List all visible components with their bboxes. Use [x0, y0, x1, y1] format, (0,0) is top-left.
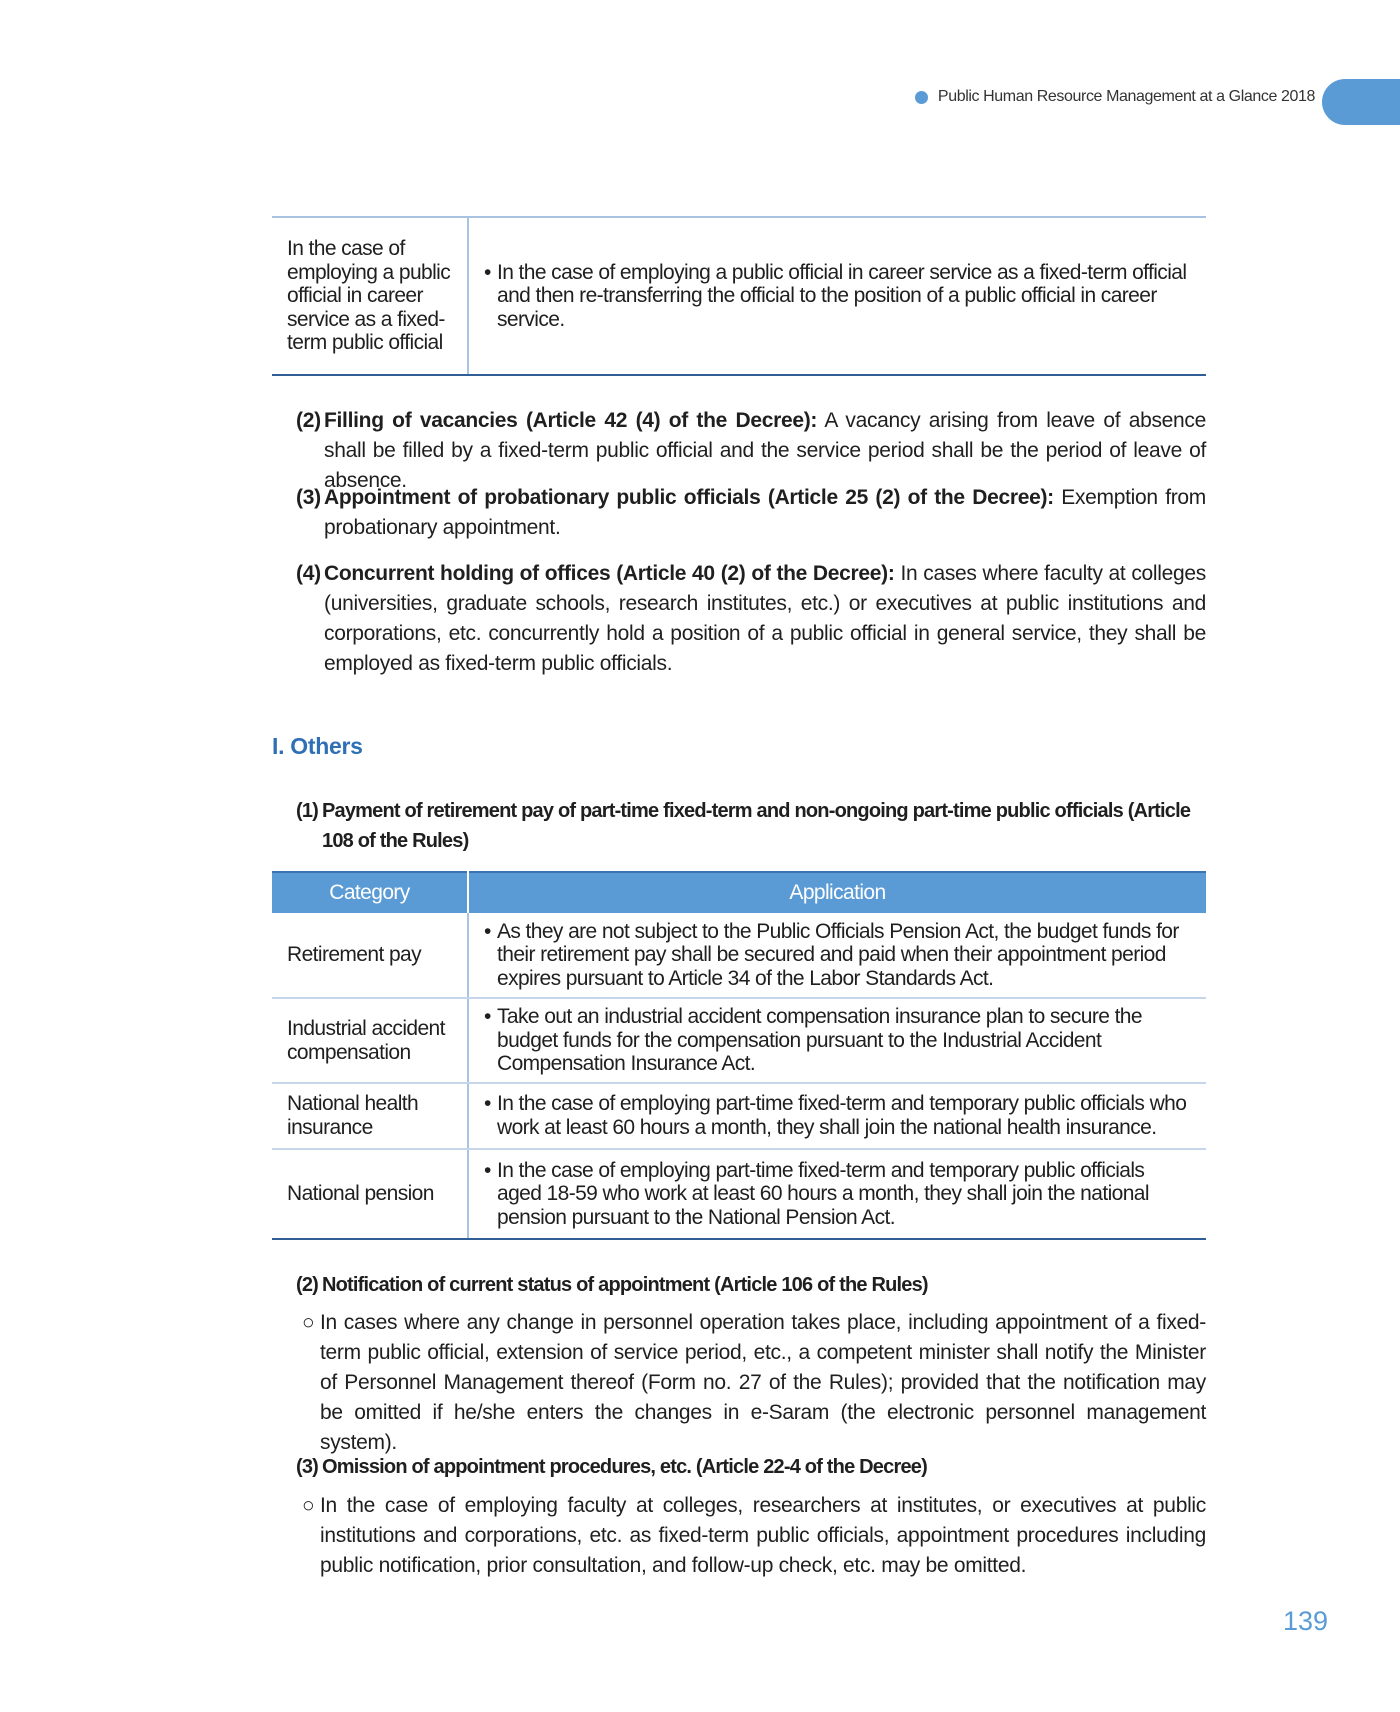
application-table: [272, 871, 1206, 1240]
table-header-application: Application: [468, 872, 1206, 913]
top-table: [272, 216, 1206, 376]
table-cell-application-text: In the case of employing part-time fixed-term and temporary public officials who work at least 60 hours a month, they shall join the national health insurance.: [497, 1092, 1187, 1139]
section-title: I. Others: [272, 733, 363, 759]
notification-paragraph: [302, 1308, 1206, 1458]
running-header-title: Public Human Resource Management at a Glance 2018: [937, 88, 1315, 105]
table-cell-application: [468, 998, 1206, 1083]
subheading-title: Omission of appointment procedures, etc. (Article 22-4 of the Decree): [322, 1456, 927, 1478]
top-table-application-text: In the case of employing a public official in career service as a fixed-term official and then re-transferring the official to the position of a public official in career service.: [497, 260, 1187, 331]
table-row: [272, 1083, 1206, 1149]
subheading-number: (1): [296, 800, 319, 822]
subheading-title: Payment of retirement pay of part-time fixed-term and non-ongoing part-time public officials (Article 108 of the Rules): [322, 800, 1191, 852]
circle-bullet-icon: ○: [302, 1311, 315, 1334]
item-number: (4): [296, 562, 321, 585]
subheading-retirement-pay: [296, 796, 1206, 856]
bullet-icon: •: [484, 1005, 491, 1029]
subheading-notification: [296, 1270, 1206, 1300]
running-header: [915, 88, 1315, 106]
table-row: [272, 1149, 1206, 1238]
item-title: Appointment of probationary public officials (Article 25 (2) of the Decree):: [324, 486, 1054, 509]
table-cell-application: [468, 1149, 1206, 1238]
bullet-dot-icon: [915, 91, 928, 104]
subheading-number: (3): [296, 1456, 319, 1478]
subheading-title: Notification of current status of appointment (Article 106 of the Rules): [322, 1274, 928, 1296]
table-cell-category: National health insurance: [272, 1083, 468, 1149]
item-number: (3): [296, 486, 321, 509]
table-cell-category: National pension: [272, 1149, 468, 1238]
item-number: (2): [296, 409, 321, 432]
item-title: Filling of vacancies (Article 42 (4) of the Decree):: [324, 409, 818, 432]
circle-bullet-icon: ○: [302, 1494, 315, 1517]
table-cell-category: Retirement pay: [272, 913, 468, 998]
item-text: A vacancy arising from leave of absence shall be filled by a fixed-term public official and the service period shall be the period of leave of absence.: [324, 409, 1207, 492]
item-title: Concurrent holding of offices (Article 40 (2) of the Decree):: [324, 562, 895, 585]
top-table-application: [468, 218, 1206, 374]
subheading-number: (2): [296, 1274, 319, 1296]
table-row: [272, 913, 1206, 998]
table-cell-application-text: Take out an industrial accident compensation insurance plan to secure the budget funds for the compensation pursuant to the Industrial Accident Compensation Insurance Act.: [497, 1005, 1142, 1076]
bullet-icon: •: [484, 260, 491, 284]
paragraph-text: In the case of employing faculty at colleges, researchers at institutes, or executives at public institutions and corporations, etc. as fixed-term public officials, appointment procedures including public notification, prior consultation, and follow-up check, etc. may be omitted.: [320, 1494, 1206, 1577]
paragraph-text: In cases where any change in personnel operation takes place, including appointment of a fixed-term public official, extension of service period, etc., a competent minister shall notify the Minister of Personnel Management thereof (Form no. 27 of the Rules); provided that the notification may be omitted if he/she enters the changes in e-Saram (the electronic personnel management system).: [320, 1311, 1206, 1454]
page-edge-tab: [1322, 79, 1400, 125]
item-text: Exemption from probationary appointment.: [324, 486, 1206, 539]
table-cell-application: [468, 913, 1206, 998]
table-cell-application-text: As they are not subject to the Public Officials Pension Act, the budget funds for their retirement pay shall be secured and paid when their appointment period expires pursuant to Article 34 of the Labor Standards Act.: [497, 919, 1179, 990]
table-header-category: Category: [272, 872, 468, 913]
table-cell-application-text: In the case of employing part-time fixed-term and temporary public officials aged 18-59 who work at least 60 hours a month, they shall join the national pension pursuant to the National Pension Act.: [497, 1158, 1149, 1229]
table-cell-category: Industrial accident compensation: [272, 998, 468, 1083]
omission-paragraph: [302, 1491, 1206, 1581]
bullet-icon: •: [484, 1092, 491, 1116]
subheading-omission: [296, 1452, 1206, 1482]
table-row: [272, 998, 1206, 1083]
bullet-icon: •: [484, 919, 491, 943]
bullet-icon: •: [484, 1158, 491, 1182]
item-text: In cases where faculty at colleges (universities, graduate schools, research institutes, etc.) or executives at public institutions and corporations, etc. concurrently hold a position of a public official in general service, they shall be employed as fixed-term public officials.: [324, 562, 1206, 675]
top-table-category: In the case of employing a public official in career service as a fixed-term public official: [272, 218, 468, 374]
page-number: 139: [1282, 1606, 1328, 1636]
table-cell-application: [468, 1083, 1206, 1149]
item-probationary-officials: [296, 483, 1206, 543]
item-concurrent-offices: [296, 559, 1206, 679]
